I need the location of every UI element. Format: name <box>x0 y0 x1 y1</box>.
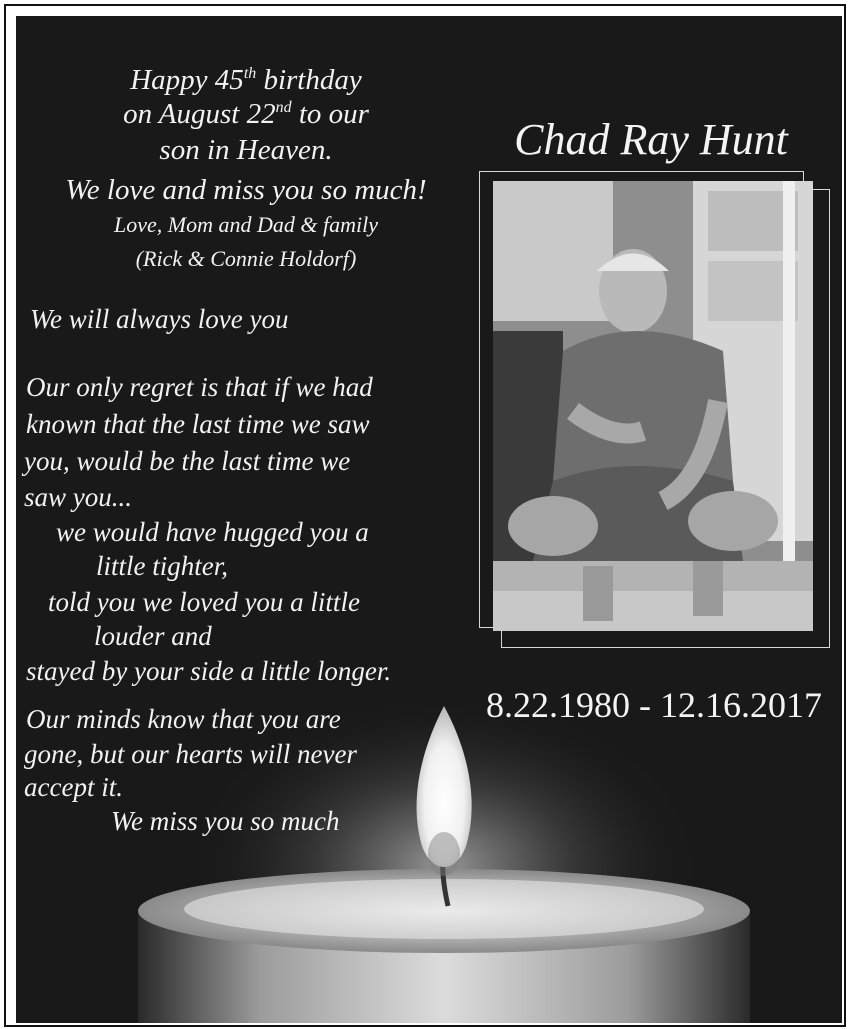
birthday-line-2-tail: to our <box>291 98 369 130</box>
family-names: (Rick & Connie Holdorf) <box>135 246 357 271</box>
deceased-name: Chad Ray Hunt <box>514 115 788 164</box>
regret-line: you, would be the last time we <box>24 446 351 476</box>
regret-line: saw you... <box>24 482 132 512</box>
birthday-line-1-text: Happy 45 <box>130 64 244 96</box>
regret-line: louder and <box>94 621 212 651</box>
birthday-line-4: We love and miss you so much! <box>65 174 427 206</box>
regret-line: little tighter, <box>96 551 228 581</box>
regret-line: stayed by your side a little longer. <box>26 656 392 686</box>
regret-line: we would have hugged you a <box>56 517 369 547</box>
birthday-line-1-tail: birthday <box>256 64 362 96</box>
birthday-line-2 <box>106 100 386 129</box>
birthday-date-ordinal: nd <box>275 98 292 116</box>
birthday-line-1 <box>106 66 386 95</box>
person-photo-icon <box>493 181 813 631</box>
memorial-panel <box>16 16 842 1023</box>
minds-line: We miss you so much <box>111 806 340 836</box>
birthday-ordinal: th <box>243 64 257 82</box>
minds-line: gone, but our hearts will never <box>24 739 357 769</box>
life-dates: 8.22.1980 - 12.16.2017 <box>486 685 822 725</box>
always-love-line: We will always love you <box>30 304 289 334</box>
minds-line: Our minds know that you are <box>26 704 341 734</box>
regret-line: Our only regret is that if we had <box>26 372 373 402</box>
family-signature: Love, Mom and Dad & family <box>114 212 378 237</box>
memorial-photo <box>493 181 813 631</box>
minds-line: accept it. <box>24 772 123 802</box>
regret-line: told you we loved you a little <box>48 587 360 617</box>
regret-line: known that the last time we saw <box>26 409 370 439</box>
birthday-line-3: son in Heaven. <box>159 134 333 166</box>
birthday-line-2-text: on August 22 <box>123 98 276 130</box>
outer-frame <box>4 4 846 1027</box>
